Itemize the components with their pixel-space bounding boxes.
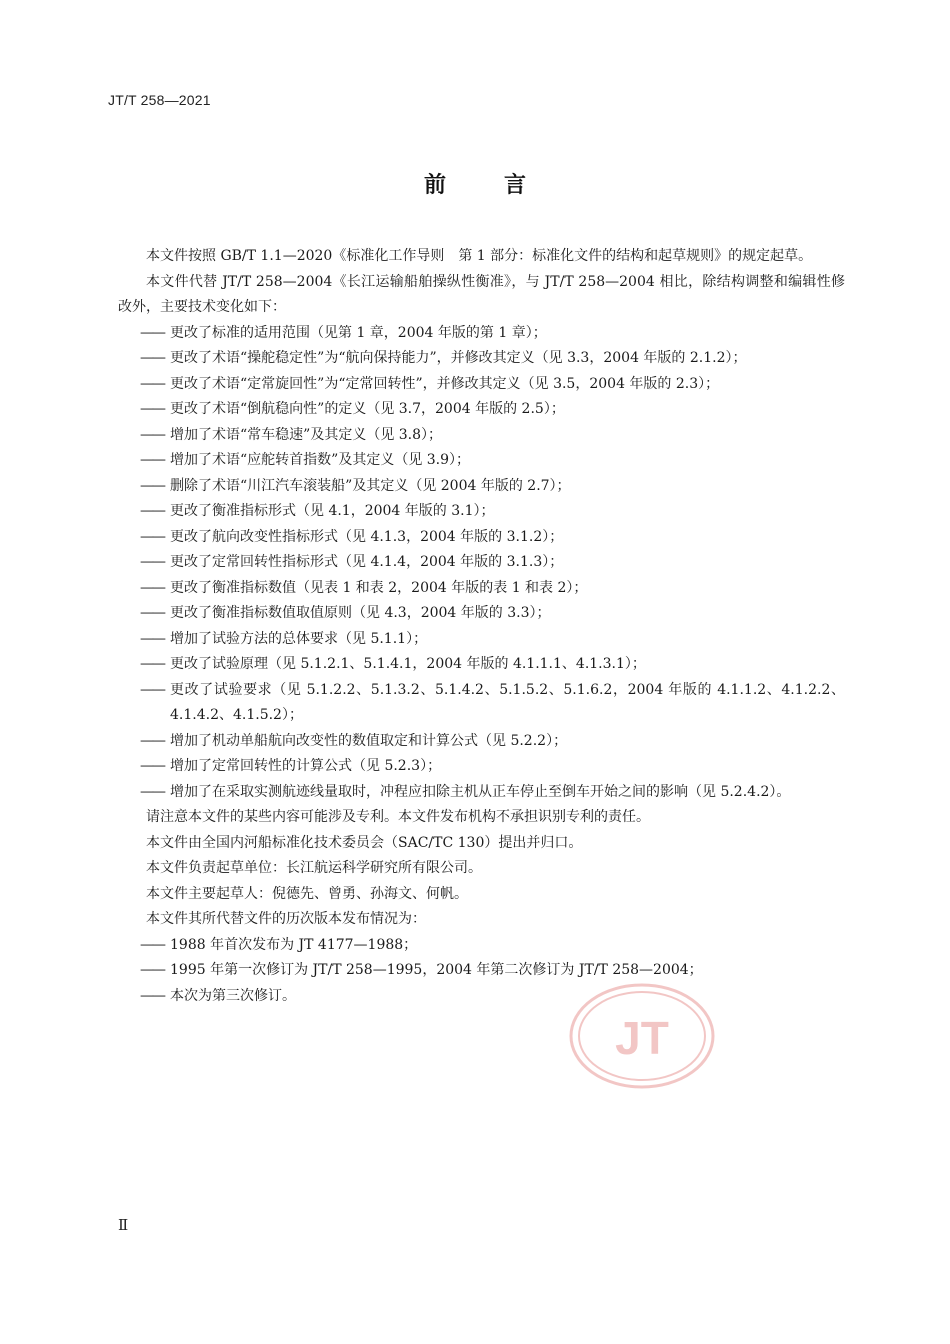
list-item bbox=[118, 525, 845, 551]
list-dash: —— bbox=[140, 452, 164, 468]
list-item-text: 增加了试验方法的总体要求（见 5.1.1）； bbox=[170, 630, 428, 647]
list-item-text: 更改了术语“定常旋回性”为“定常回转性”，并修改其定义（见 3.5，2004 年版的 2.3）； bbox=[170, 375, 720, 392]
list-dash: —— bbox=[140, 987, 164, 1004]
list-dash: —— bbox=[140, 758, 164, 774]
list-dash: —— bbox=[140, 630, 164, 647]
list-item bbox=[118, 627, 845, 653]
list-item-text: 更改了试验原理（见 5.1.2.1、5.1.4.1，2004 年版的 4.1.1.1、4.1.3.1）； bbox=[170, 656, 646, 672]
list-item-text: 1988 年首次发布为 JT 4177—1988； bbox=[170, 936, 418, 953]
closing-paragraph: 本文件其所代替文件的历次版本发布情况为： bbox=[146, 911, 426, 927]
intro-paragraph: 本文件代替 JT/T 258—2004《长江运输船舶操纵性衡准》，与 JT/T 258—2004 相比，除结构调整和编辑性修改外，主要技术变化如下： bbox=[118, 273, 845, 315]
page-title: 前言 bbox=[423, 173, 584, 198]
list-dash: —— bbox=[140, 783, 164, 800]
list-dash: —— bbox=[140, 936, 164, 953]
list-dash: —— bbox=[140, 579, 164, 596]
list-dash: —— bbox=[140, 732, 164, 749]
list-item-text: 增加了术语“常车稳速”及其定义（见 3.8）； bbox=[170, 426, 443, 443]
list-item bbox=[118, 984, 845, 1010]
list-dash: —— bbox=[140, 962, 164, 978]
list-dash: —— bbox=[140, 324, 164, 341]
list-item bbox=[118, 372, 845, 398]
list-item-text: 增加了术语“应舵转首指数”及其定义（见 3.9）； bbox=[170, 452, 471, 468]
list-item-text: 本次为第三次修订。 bbox=[170, 987, 296, 1004]
list-item bbox=[118, 423, 845, 449]
list-item-text: 增加了机动单船航向改变性的数值取定和计算公式（见 5.2.2）； bbox=[170, 732, 568, 749]
list-item bbox=[118, 678, 845, 729]
list-item bbox=[118, 933, 845, 959]
history-list bbox=[118, 933, 845, 1010]
list-dash: —— bbox=[140, 375, 164, 392]
list-item bbox=[118, 780, 845, 806]
list-dash: —— bbox=[140, 681, 164, 698]
list-item-text: 更改了术语“操舵稳定性”为“航向保持能力”，并修改其定义（见 3.3，2004 年版的 2.1.2）； bbox=[170, 350, 747, 366]
list-item-text: 更改了航向改变性指标形式（见 4.1.3，2004 年版的 3.1.2）； bbox=[170, 528, 564, 545]
list-item bbox=[118, 499, 845, 525]
list-dash: —— bbox=[140, 401, 164, 417]
list-dash: —— bbox=[140, 477, 164, 494]
closing-paragraph: 请注意本文件的某些内容可能涉及专利。本文件发布机构不承担识别专利的责任。 bbox=[146, 809, 650, 825]
list-item bbox=[118, 550, 845, 576]
list-dash: —— bbox=[140, 656, 164, 672]
list-item-text: 更改了衡准指标数值（见表 1 和表 2，2004 年版的表 1 和表 2）； bbox=[170, 579, 588, 596]
list-dash: —— bbox=[140, 426, 164, 443]
list-item bbox=[118, 601, 845, 627]
list-dash: —— bbox=[140, 350, 164, 366]
list-item bbox=[118, 474, 845, 500]
list-dash: —— bbox=[140, 528, 164, 545]
closing-paragraph: 本文件由全国内河船标准化技术委员会（SAC/TC 130）提出并归口。 bbox=[146, 834, 583, 851]
list-item-text: 更改了试验要求（见 5.1.2.2、5.1.3.2、5.1.4.2、5.1.5.2、5.1.6.2，2004 年版的 4.1.1.2、4.1.2.2、4.1.4.2、4.1.5.2）； bbox=[170, 681, 845, 723]
list-item-text: 删除了术语“川江汽车滚装船”及其定义（见 2004 年版的 2.7）； bbox=[170, 477, 571, 494]
list-item bbox=[118, 958, 845, 984]
list-item-text: 更改了定常回转性指标形式（见 4.1.4，2004 年版的 3.1.3）； bbox=[170, 554, 564, 570]
standard-code-header: JT/T 258—2021 bbox=[108, 92, 211, 108]
list-item-text: 更改了术语“倒航稳向性”的定义（见 3.7，2004 年版的 2.5）； bbox=[170, 401, 565, 417]
list-item bbox=[118, 346, 845, 372]
list-dash: —— bbox=[140, 605, 164, 621]
intro-paragraph: 本文件按照 GB/T 1.1—2020《标准化工作导则 第 1 部分：标准化文件的结构和起草规则》的规定起草。 bbox=[146, 248, 813, 264]
list-item bbox=[118, 729, 845, 755]
list-item-text: 增加了在采取实测航迹线量取时，冲程应扣除主机从正车停止至倒车开始之间的影响（见 5.2.4.2）。 bbox=[170, 783, 791, 800]
jt-watermark-logo bbox=[568, 982, 716, 1090]
list-item bbox=[118, 321, 845, 347]
list-item bbox=[118, 652, 845, 678]
list-dash: —— bbox=[140, 503, 164, 519]
list-item-text: 1995 年第一次修订为 JT/T 258—1995，2004 年第二次修订为 JT/T 258—2004； bbox=[170, 962, 703, 978]
list-item-text: 增加了定常回转性的计算公式（见 5.2.3）； bbox=[170, 758, 442, 774]
closing-paragraph: 本文件主要起草人：倪德先、曾勇、孙海文、何帆。 bbox=[146, 885, 468, 902]
list-dash: —— bbox=[140, 554, 164, 570]
closing-paragraph: 本文件负责起草单位：长江航运科学研究所有限公司。 bbox=[146, 860, 482, 876]
list-item bbox=[118, 397, 845, 423]
page-number: Ⅱ bbox=[118, 1218, 129, 1234]
list-item bbox=[118, 576, 845, 602]
list-item bbox=[118, 754, 845, 780]
document-body bbox=[118, 244, 845, 1009]
list-item-text: 更改了衡准指标形式（见 4.1，2004 年版的 3.1）； bbox=[170, 503, 495, 519]
list-item-text: 更改了标准的适用范围（见第 1 章，2004 年版的第 1 章）； bbox=[170, 324, 547, 341]
changes-list bbox=[118, 321, 845, 806]
list-item-text: 更改了衡准指标数值取值原则（见 4.3，2004 年版的 3.3）； bbox=[170, 605, 551, 621]
watermark-text: JT bbox=[615, 1012, 669, 1064]
list-item bbox=[118, 448, 845, 474]
